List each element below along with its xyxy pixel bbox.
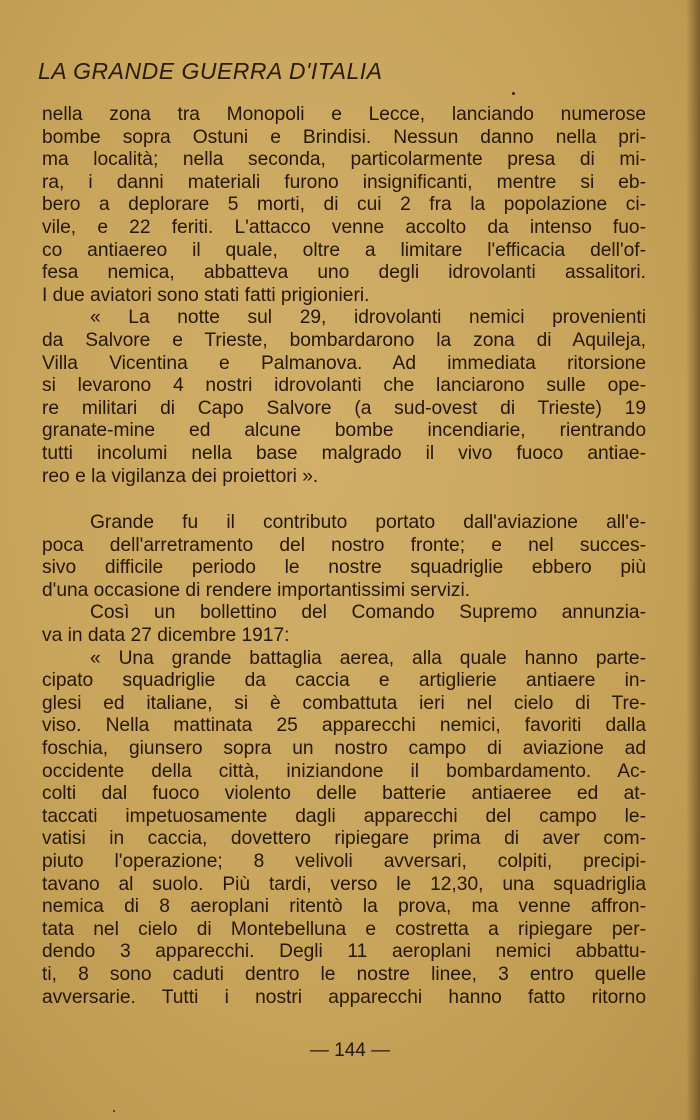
- text-line: tutti incolumi nella base malgrado il vivo fuoco antiae-: [42, 442, 646, 464]
- paragraph: [42, 307, 646, 488]
- body-text: [42, 104, 646, 1009]
- running-head: LA GRANDE GUERRA D'ITALIA: [38, 58, 383, 84]
- text-line: piuto l'operazione; 8 velivoli avversari, colpiti, precipi-: [42, 851, 646, 872]
- text-line: tavano al suolo. Più tardi, verso le 12,30, una squadriglia: [42, 873, 646, 895]
- text-line: vile, e 22 feriti. L'attacco venne accolto da intenso fuo-: [42, 216, 646, 238]
- text-line: d'una occasione di rendere importantissimi servizi.: [42, 579, 471, 601]
- text-line: poca dell'arretramento del nostro fronte; e nel succes-: [42, 534, 646, 556]
- text-line: glesi ed italiane, si è combattuta ieri nel cielo di Tre-: [42, 692, 646, 714]
- page-number: — 144 —: [309, 1040, 391, 1061]
- paragraph: [42, 512, 646, 602]
- text-line: foschia, giunsero sopra un nostro campo di aviazione ad: [42, 738, 646, 760]
- text-line: Grande fu il contributo portato dall'aviazione all'e-: [90, 512, 646, 534]
- text-line: fesa nemica, abbatteva uno degli idrovolanti assalitori.: [42, 262, 646, 284]
- text-line: occidente della città, iniziandone il bombardamento. Ac-: [42, 760, 646, 782]
- text-line: va in data 27 dicembre 1917:: [42, 625, 290, 647]
- text-line: re militari di Capo Salvore (a sud-ovest di Trieste) 19: [42, 397, 646, 419]
- paper-speck: [113, 1110, 115, 1112]
- text-line: avversarie. Tutti i nostri apparecchi hanno fatto ritorno: [42, 986, 646, 1008]
- text-line: dendo 3 apparecchi. Degli 11 aeroplani nemici abbattu-: [42, 941, 646, 963]
- text-line: bombe sopra Ostuni e Brindisi. Nessun danno nella pri-: [42, 126, 646, 148]
- text-line: Così un bollettino del Comando Supremo annunzia-: [90, 602, 646, 624]
- text-line: ra, i danni materiali furono insignificanti, mentre si eb-: [42, 171, 646, 193]
- text-line: Villa Vicentina e Palmanova. Ad immediata ritorsione: [42, 352, 646, 374]
- page-edge-shadow: [686, 0, 700, 1120]
- text-line: reo e la vigilanza dei proiettori ».: [42, 465, 319, 487]
- text-line: « Una grande battaglia aerea, alla quale hanno parte-: [90, 647, 646, 669]
- paragraph: [42, 602, 646, 647]
- text-line: « La notte sul 29, idrovolanti nemici provenienti: [90, 307, 646, 329]
- text-line: taccati impetuosamente dagli apparecchi del campo le-: [42, 805, 646, 827]
- text-line: tata nel cielo di Montebelluna e costretta a ripiegare per-: [42, 918, 646, 940]
- text-line: nella zona tra Monopoli e Lecce, lanciando numerose: [42, 104, 646, 125]
- text-line: ma località; nella seconda, particolarmente presa di mi-: [42, 149, 646, 171]
- text-line: viso. Nella mattinata 25 apparecchi nemici, favoriti dalla: [42, 715, 646, 737]
- paragraph: [42, 648, 646, 1010]
- text-line: granate-mine ed alcune bombe incendiarie, rientrando: [42, 420, 646, 442]
- section-gap: [42, 488, 646, 512]
- text-line: bero a deplorare 5 morti, di cui 2 fra la popolazione ci-: [42, 194, 646, 216]
- text-line: ti, 8 sono caduti dentro le nostre linee, 3 entro quelle: [42, 963, 646, 985]
- text-line: co antiaereo il quale, oltre a limitare l'efficacia dell'of-: [42, 239, 646, 261]
- text-line: sivo difficile periodo le nostre squadriglie ebbero più: [42, 557, 646, 579]
- text-line: cipato squadriglie da caccia e artiglierie antiaere in-: [42, 670, 646, 692]
- text-line: vatisi in caccia, dovettero ripiegare prima di aver com-: [42, 828, 646, 850]
- text-line: nemica di 8 aeroplani ritentò la prova, ma venne affron-: [42, 896, 646, 918]
- text-line: si levarono 4 nostri idrovolanti che lanciarono sulle ope-: [42, 375, 646, 397]
- paper-speck: [512, 92, 515, 95]
- text-line: colti dal fuoco violento delle batterie antiaeree ed at-: [42, 783, 646, 805]
- text-line: da Salvore e Trieste, bombardarono la zona di Aquileja,: [42, 329, 646, 351]
- paragraph: [42, 104, 646, 307]
- text-line: I due aviatori sono stati fatti prigionieri.: [42, 284, 370, 306]
